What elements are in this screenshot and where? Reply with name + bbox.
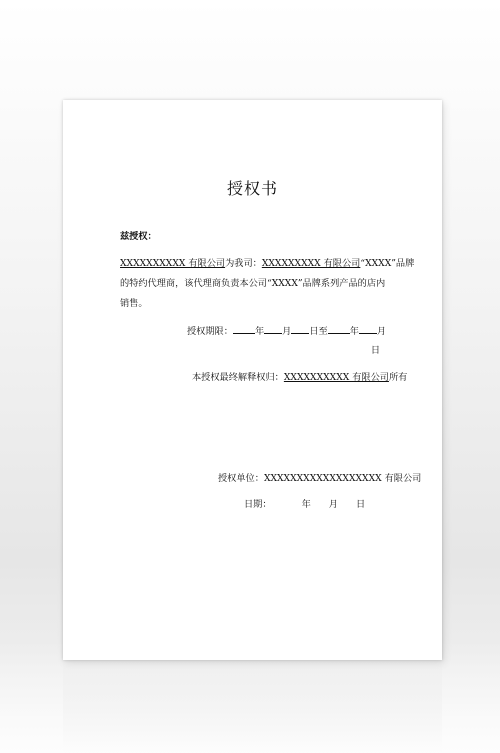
document-title: 授权书 xyxy=(226,179,278,198)
period-day-2: 日 xyxy=(370,345,380,356)
blank-day-start xyxy=(291,324,309,334)
grantee-company: XXXXXXXXX 有限公司 xyxy=(261,258,361,269)
date-label: 日期： xyxy=(244,499,272,510)
period-label: 授权期限： xyxy=(187,326,233,337)
interpretation-suffix: 所有 xyxy=(388,372,408,383)
date-day: 日 xyxy=(355,499,366,510)
page-reflection xyxy=(63,662,442,753)
signature-unit xyxy=(218,472,421,486)
period-day-to: 日至 xyxy=(309,326,328,337)
blank-year-end xyxy=(328,324,350,334)
body-text-1: 为我司： xyxy=(225,258,262,269)
date-month: 月 xyxy=(328,499,338,510)
body-line-3: 销售。 xyxy=(120,298,148,309)
interpretation-text: 本授权最终解释权归： xyxy=(192,372,284,383)
document-page xyxy=(63,100,442,660)
unit-label: 授权单位： xyxy=(218,473,264,484)
period-year-2: 年 xyxy=(349,326,359,337)
interpretation-line xyxy=(192,371,407,385)
salutation: 兹授权： xyxy=(120,231,157,242)
body-text-2: “XXXX”品牌 xyxy=(360,258,415,269)
unit-name: XXXXXXXXXXXXXXXXXX 有限公司 xyxy=(263,473,422,484)
signature-date xyxy=(244,498,365,512)
date-year: 年 xyxy=(301,499,311,510)
period-month-2: 月 xyxy=(376,326,387,337)
blank-year-start xyxy=(233,324,255,334)
blank-month-start xyxy=(264,324,282,334)
grantor-company: XXXXXXXXXX 有限公司 xyxy=(120,258,226,269)
interpretation-company: XXXXXXXXXX 有限公司 xyxy=(283,372,389,383)
period-month-1: 月 xyxy=(282,326,292,337)
body-line-2: 的特约代理商，该代理商负责本公司“XXXX”品牌系列产品的店内 xyxy=(120,278,386,289)
authorization-period xyxy=(187,324,386,339)
blank-month-end xyxy=(359,324,377,334)
body-line-1 xyxy=(120,257,414,271)
period-year-1: 年 xyxy=(254,326,265,337)
